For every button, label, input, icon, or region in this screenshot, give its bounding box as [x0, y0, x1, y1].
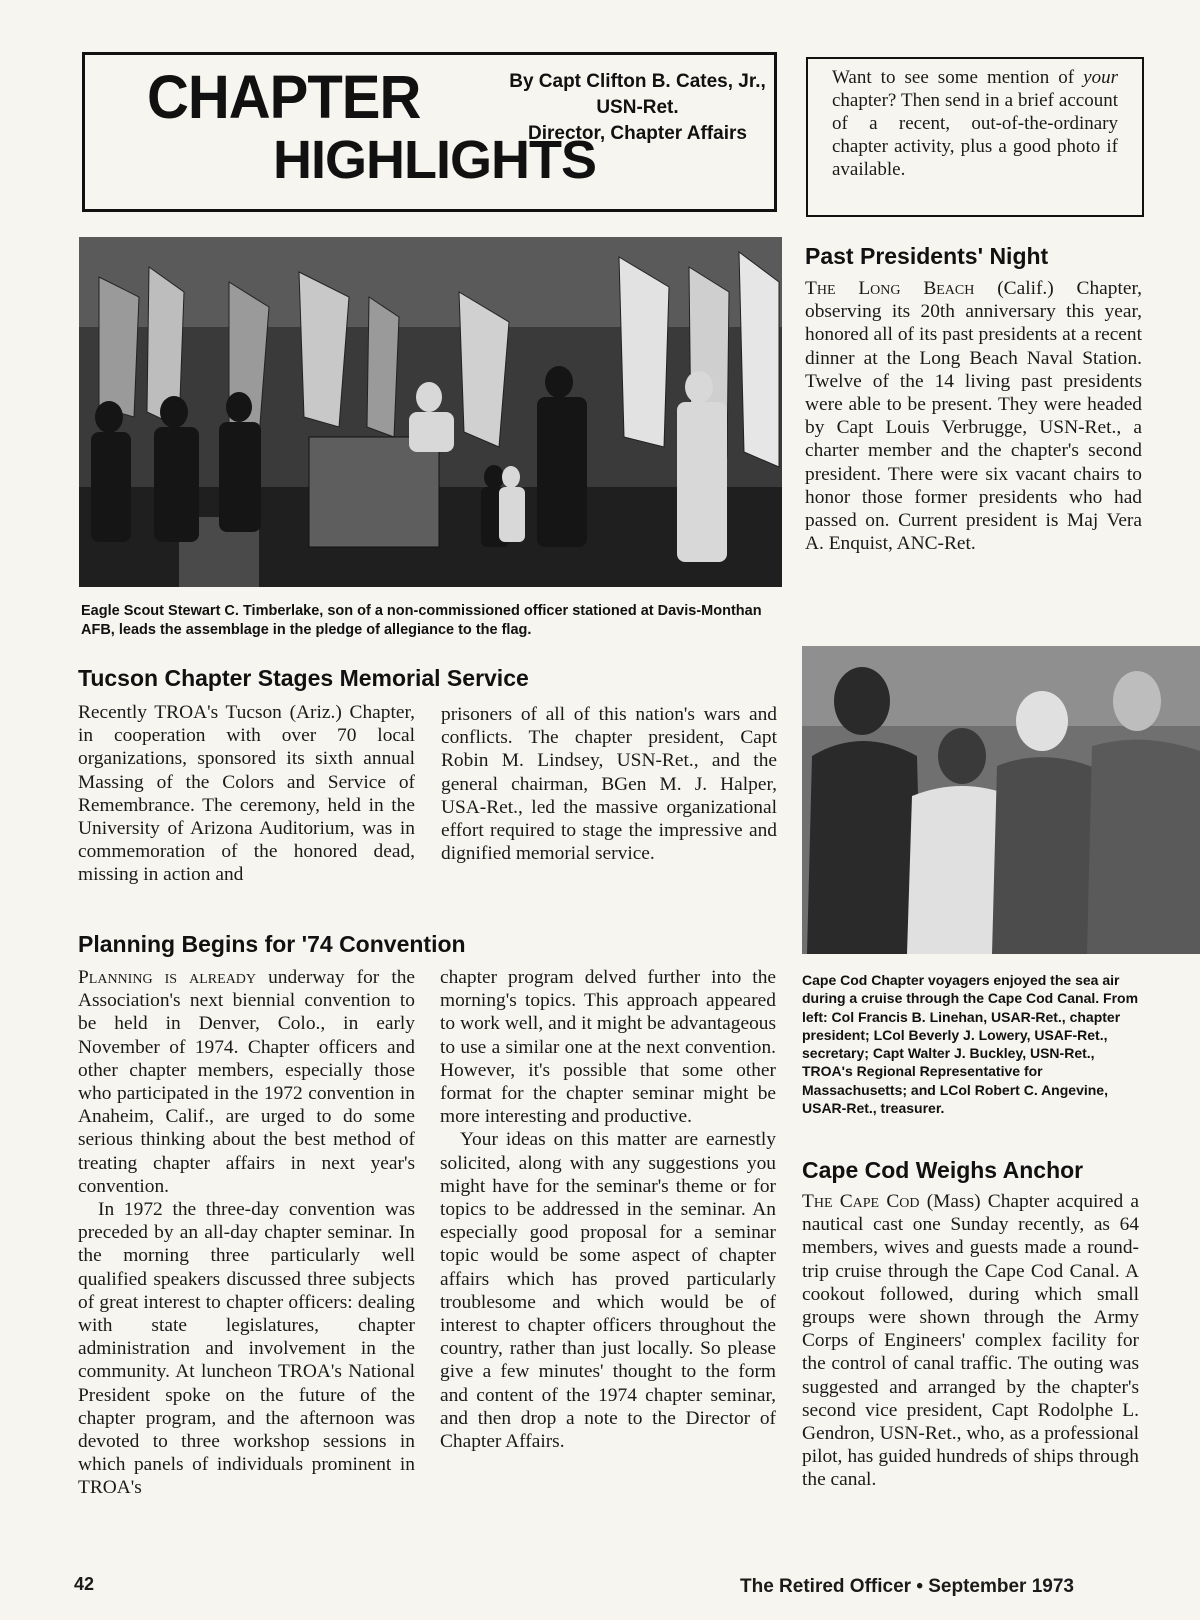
convention-col2-para1: chapter program delved further into the morning's topics. This approach appeared to work well, and it might be advantageous to use a similar one at the next convention. However, it's possible that some other format for the chapter seminar might be more interesting and productive.: [440, 967, 776, 1128]
past-presidents-text: (Calif.) Chapter, observing its 20th anniversary this year, honored all of its past presidents at a recent dinner at the Long Beach Naval Station. Twelve of the 14 living past presidents were able to be present. They were headed by Capt Louis Verbrugge, USN-Ret., a charter member and the chapter's second president. There were six vacant chairs to honor those former presidents who had passed on. Current president is Maj Vera A. Enquist, ANC-Ret.: [805, 278, 1143, 555]
convention-col1-para1: [78, 966, 415, 1198]
byline-title: Director, Chapter Affairs: [528, 123, 747, 144]
cape-cod-group-photo: [802, 646, 1200, 954]
byline-name: By Capt Clifton B. Cates, Jr.,: [509, 71, 766, 92]
notice-emphasis: your: [1083, 67, 1118, 88]
convention-headline: Planning Begins for '74 Convention: [78, 931, 466, 957]
submission-notice: [806, 57, 1144, 217]
ceremony-photo-illustration: [79, 237, 782, 587]
convention-col2-para2: Your ideas on this matter are earnestly solicited, along with any suggestions you might have for the seminar's theme or for topics to be addressed in the seminar. An especially good proposal for a seminar topic would be some aspect of chapter affairs which has proved particularly troublesome and which would be of interest to chapter officers throughout the country, rather than just locally. So please give a few minutes' thought to the form and content of the 1974 chapter seminar, and then drop a note to the Director of Chapter Affairs.: [440, 1129, 776, 1453]
past-presidents-body: [805, 277, 1142, 555]
convention-col2: [440, 966, 776, 1453]
tucson-col2: prisoners of all of this nation's wars and conflicts. The chapter president, Capt Robin M. Lindsey, USN-Ret., and the general chairman, BGen M. J. Halper, USA-Ret., led the massive organizational effort required to stage the impressive and dignified memorial service.: [441, 704, 777, 865]
logo-chapter-text: CHAPTER: [147, 63, 421, 132]
publication-footer: The Retired Officer • September 1973: [740, 1576, 1074, 1597]
tucson-photo-caption: Eagle Scout Stewart C. Timberlake, son of a non-commissioned officer stationed at Davis-Monthan AFB, leads the assemblage in the pledge of allegiance to the flag.: [81, 603, 762, 638]
byline-rank: USN-Ret.: [596, 97, 679, 118]
notice-before: Want to see some mention of: [832, 67, 1084, 88]
logo-highlights-text: HIGHLIGHTS: [273, 130, 596, 190]
title-box: [82, 52, 777, 212]
cape-cod-photo-caption: Cape Cod Chapter voyagers enjoyed the sea air during a cruise through the Cape Cod Canal. From left: Col Francis B. Linehan, USAR-Ret., chapter president; LCol Beverly J. Lowery, USAF-Ret., secretary; Capt Walter J. Buckley, USN-Ret., TROA's Regional Representative for Massachusetts; and LCol Robert C. Angevine, USAR-Ret., treasurer.: [802, 972, 1139, 1117]
convention-lead: Planning is already: [78, 967, 257, 988]
tucson-ceremony-photo: [79, 237, 782, 587]
cape-cod-text: (Mass) Chapter acquired a nautical cast one Sunday recently, as 64 members, wives and guests made a round-trip cruise through the Cape Cod Canal. A cookout followed, during which small groups were shown through the Army Corps of Engineers' complex facility for the control of canal traffic. The outing was suggested and arranged by the chapter's second vice president, Capt Rodolphe L. Gendron, USN-Ret., who, as a professional pilot, has guided hundreds of ships through the canal.: [802, 1191, 1139, 1491]
past-presidents-headline: Past Presidents' Night: [805, 243, 1049, 269]
convention-col1: [78, 966, 415, 1500]
past-presidents-lead: The Long Beach: [805, 278, 975, 299]
cape-cod-headline: Cape Cod Weighs Anchor: [802, 1157, 1084, 1183]
convention-col1-para2: In 1972 the three-day convention was preceded by an all-day chapter seminar. In the morning three particularly well qualified speakers discussed three subjects of great interest to chapter officers: dealing with state legislatures, chapter administration and involvement in the community. At luncheon TROA's National President spoke on the future of the chapter program, and the afternoon was devoted to three workshop sessions in which panels of individuals prominent in TROA's: [78, 1199, 415, 1499]
notice-after: chapter? Then send in a brief account of a recent, out-of-the-ordinary chapter activity, plus a good photo if available.: [832, 90, 1118, 180]
group-photo-illustration: [802, 646, 1200, 954]
byline: [505, 69, 770, 147]
cape-cod-lead: The Cape Cod: [802, 1191, 920, 1212]
page-number: 42: [74, 1574, 95, 1594]
tucson-headline: Tucson Chapter Stages Memorial Service: [78, 665, 529, 691]
tucson-col1: Recently TROA's Tucson (Ariz.) Chapter, in cooperation with over 70 local organizations, sponsored its sixth annual Massing of the Colors and Service of Remembrance. The ceremony, held in the University of Arizona Auditorium, was in commemoration of the honored dead, missing in action and: [78, 702, 415, 886]
cape-cod-body: [802, 1190, 1139, 1492]
convention-col1-p1: underway for the Association's next biennial convention to be held in Denver, Colo., in early November of 1974. Chapter officers and other chapter members, especially those who participated in the 1972 convention in Anaheim, Calif., are urged to do some serious thinking about the best method of treating chapter affairs in next year's convention.: [78, 967, 416, 1197]
